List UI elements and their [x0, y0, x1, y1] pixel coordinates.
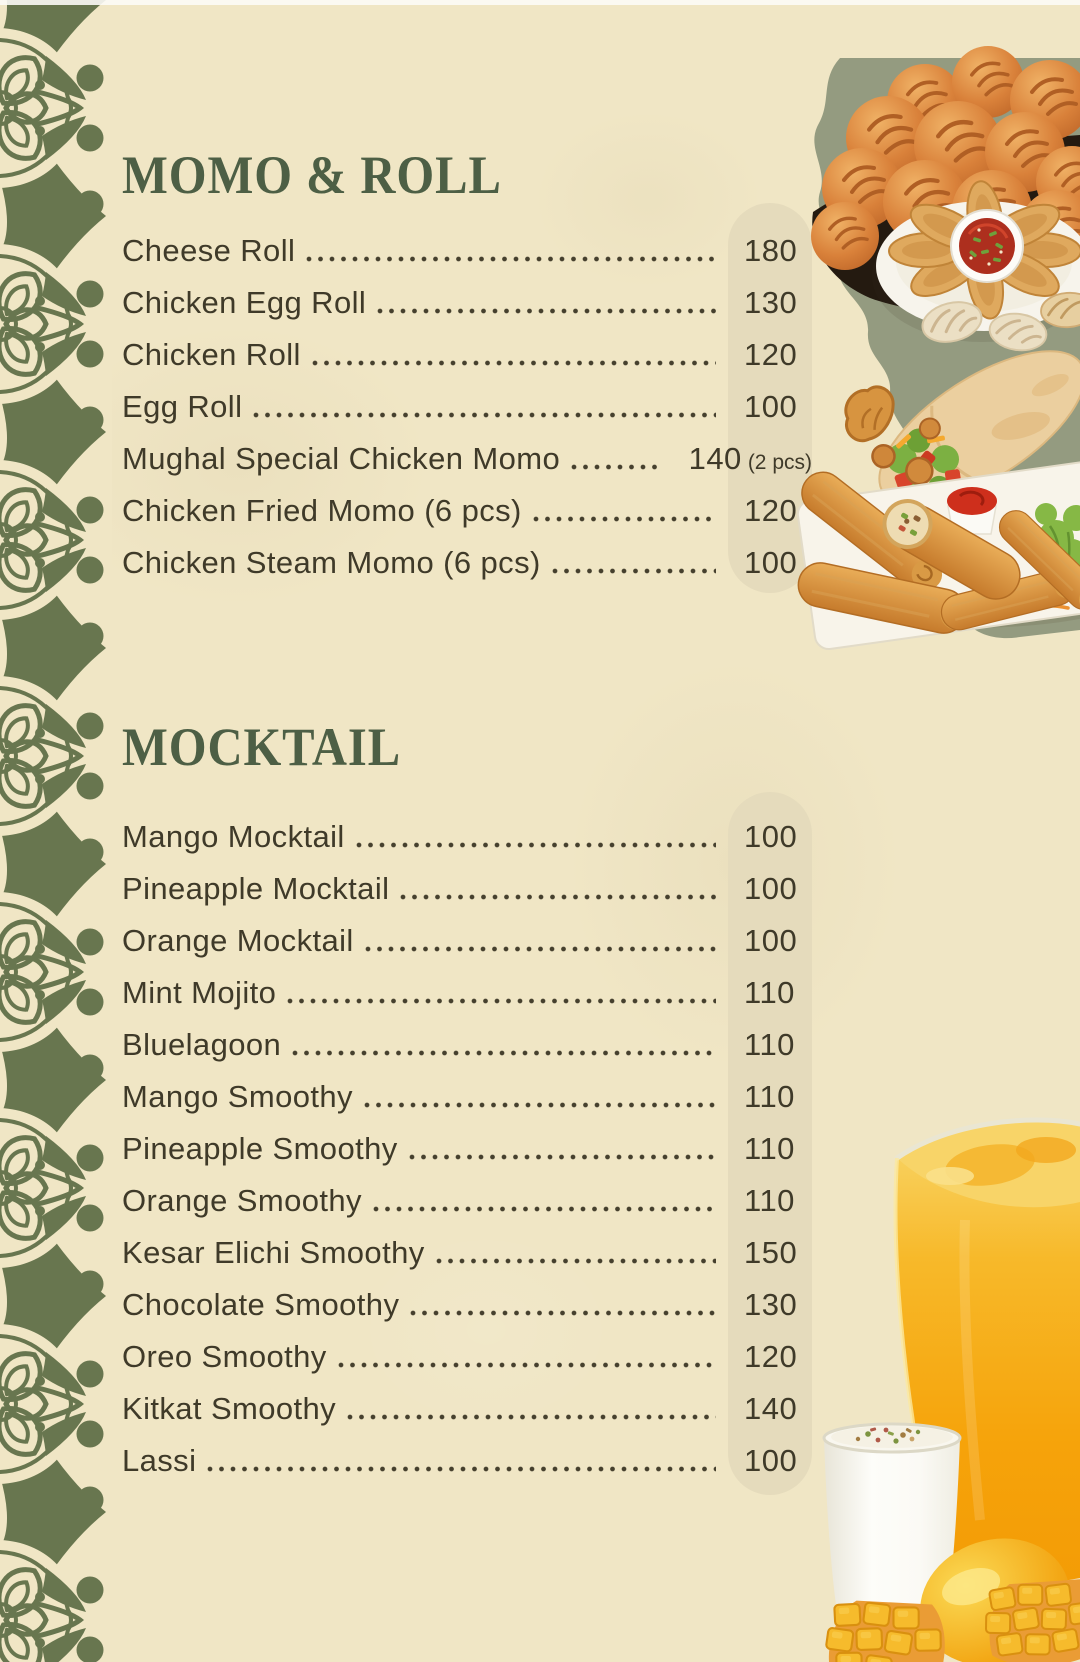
- menu-item-name: Orange Smoothy: [122, 1183, 362, 1218]
- menu-item-name: Orange Mocktail: [122, 923, 354, 958]
- menu-item-row: [122, 329, 812, 381]
- dotted-leader: [206, 1465, 716, 1473]
- menu-item-price: 110: [744, 1183, 795, 1218]
- menu-item-row: [122, 1435, 812, 1487]
- menu-item-name: Pineapple Mocktail: [122, 871, 390, 906]
- menu-item-name: Oreo Smoothy: [122, 1339, 327, 1374]
- menu-item-row: [122, 915, 812, 967]
- menu-item-price: 100: [744, 871, 798, 906]
- menu-item-row: [122, 1383, 812, 1435]
- menu-item-price-cell: [728, 819, 812, 855]
- menu-item-price-cell: [728, 975, 812, 1011]
- menu-item-price: 150: [744, 1235, 798, 1270]
- menu-item-price: 120: [744, 493, 798, 528]
- menu-item-price: 110: [744, 1079, 795, 1114]
- menu-item-row: [122, 811, 812, 863]
- menu-list-momo-roll: [122, 225, 812, 589]
- menu-item-row: [122, 225, 812, 277]
- dotted-leader: [364, 945, 716, 953]
- menu-item-row: [122, 1071, 812, 1123]
- mango-cubes-right-photo: [983, 1578, 1080, 1662]
- menu-item-row: [122, 433, 812, 485]
- menu-item-name: Mango Mocktail: [122, 819, 345, 854]
- menu-item-row: [122, 381, 812, 433]
- menu-item-name: Pineapple Smoothy: [122, 1131, 398, 1166]
- menu-item-row: [122, 537, 812, 589]
- dotted-leader: [337, 1361, 716, 1369]
- menu-item-name: Chicken Fried Momo (6 pcs): [122, 493, 522, 528]
- menu-item-name: Mint Mojito: [122, 975, 277, 1010]
- chili-sauce-cup: [951, 210, 1023, 282]
- menu-item-price: 100: [744, 923, 798, 958]
- menu-item-price: 110: [744, 1027, 795, 1062]
- menu-item-row: [122, 1331, 812, 1383]
- menu-item-price: 100: [744, 545, 798, 580]
- menu-item-name: Mango Smoothy: [122, 1079, 353, 1114]
- menu-item-price: 120: [744, 1339, 798, 1374]
- menu-item-row: [122, 1123, 812, 1175]
- menu-item-row: [122, 1279, 812, 1331]
- menu-item-name: Egg Roll: [122, 389, 243, 424]
- dotted-leader: [252, 411, 716, 419]
- menu-item-row: [122, 277, 812, 329]
- menu-item-row: [122, 485, 812, 537]
- dotted-leader: [311, 359, 716, 367]
- spring-rolls-photo: [794, 459, 1080, 651]
- menu-item-price: 140: [744, 1391, 798, 1426]
- dotted-leader: [435, 1257, 716, 1265]
- menu-item-price: 120: [744, 337, 798, 372]
- dotted-leader: [409, 1309, 716, 1317]
- menu-item-price: 100: [744, 389, 798, 424]
- menu-item-name: Kesar Elichi Smoothy: [122, 1235, 425, 1270]
- dotted-leader: [376, 307, 716, 315]
- menu-item-name: Chicken Roll: [122, 337, 301, 372]
- dotted-leader: [291, 1049, 716, 1057]
- menu-item-name: Chocolate Smoothy: [122, 1287, 400, 1322]
- menu-item-name: Chicken Steam Momo (6 pcs): [122, 545, 541, 580]
- batik-border-pattern: [0, 0, 112, 1662]
- menu-item-name: Lassi: [122, 1443, 197, 1478]
- menu-item-row: [122, 1019, 812, 1071]
- dotted-leader: [305, 255, 716, 263]
- menu-item-price: 180: [744, 233, 798, 268]
- menu-item-name: Mughal Special Chicken Momo: [122, 441, 561, 476]
- menu-item-row: [122, 863, 812, 915]
- menu-item-price: 130: [744, 285, 798, 320]
- menu-item-price-cell: [728, 923, 812, 959]
- menu-item-price: 110: [744, 975, 795, 1010]
- mango-cubes-left-photo: [824, 1599, 947, 1662]
- menu-item-name: Chicken Egg Roll: [122, 285, 367, 320]
- dotted-leader: [551, 567, 716, 575]
- menu-item-price-cell: [728, 1027, 812, 1063]
- dotted-leader: [408, 1153, 716, 1161]
- dotted-leader: [355, 841, 716, 849]
- momo-roll-photo-group: [720, 40, 1080, 660]
- dotted-leader: [372, 1205, 716, 1213]
- menu-item-price: 130: [744, 1287, 798, 1322]
- dotted-leader: [570, 463, 660, 471]
- menu-item-name: Cheese Roll: [122, 233, 296, 268]
- section-title-mocktail: MOCKTAIL: [122, 717, 402, 777]
- drinks-photo-group: [740, 1080, 1080, 1662]
- menu-item-price: 100: [744, 819, 798, 854]
- menu-item-price-cell: [728, 871, 812, 907]
- menu-item-price: 110: [744, 1131, 795, 1166]
- menu-item-price: 100: [744, 1443, 798, 1478]
- section-title-momo-roll: MOMO & ROLL: [122, 145, 502, 205]
- dotted-leader: [346, 1413, 716, 1421]
- dotted-leader: [532, 515, 716, 523]
- menu-item-row: [122, 1227, 812, 1279]
- menu-item-row: [122, 1175, 812, 1227]
- menu-list-mocktail: [122, 811, 812, 1487]
- menu-item-name: Kitkat Smoothy: [122, 1391, 337, 1426]
- dotted-leader: [286, 997, 716, 1005]
- menu-item-row: [122, 967, 812, 1019]
- menu-item-note: (2 pcs): [747, 451, 812, 474]
- menu-item-price: 140: [688, 441, 742, 476]
- dotted-leader: [399, 893, 716, 901]
- page-top-edge: [0, 0, 1080, 5]
- dotted-leader: [363, 1101, 716, 1109]
- menu-item-name: Bluelagoon: [122, 1027, 282, 1062]
